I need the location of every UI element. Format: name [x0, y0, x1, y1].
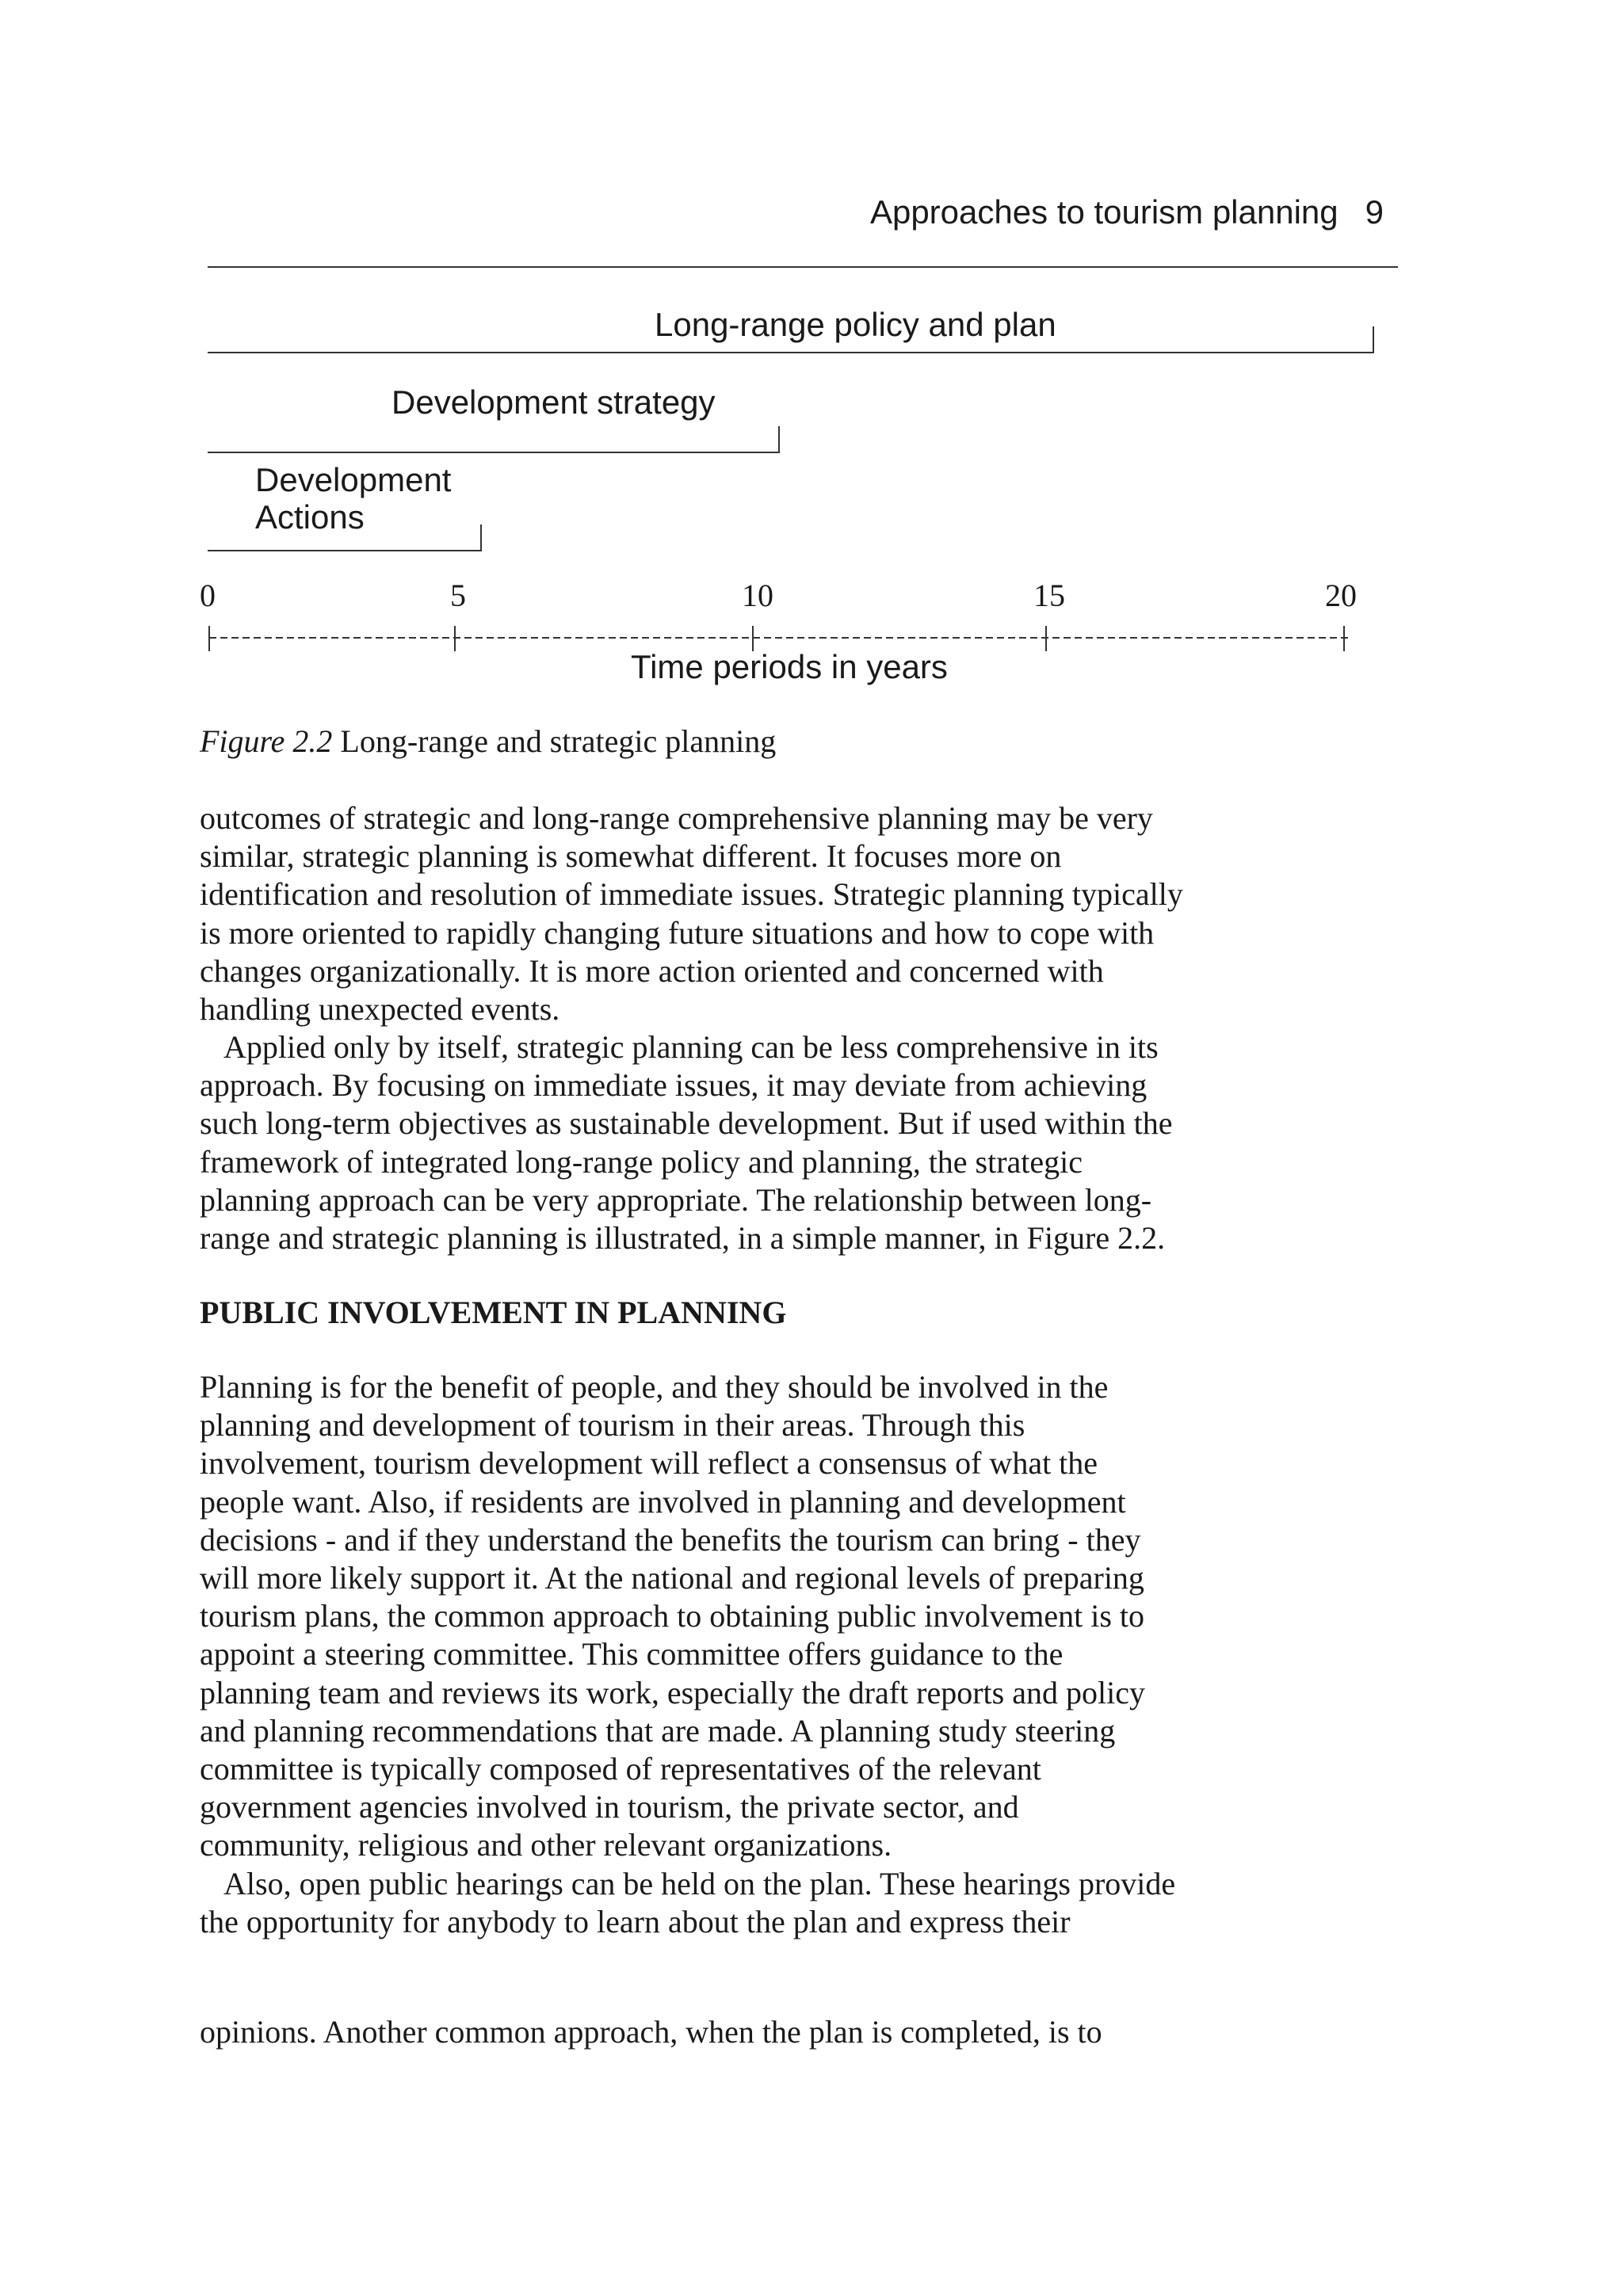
axis-title: Time periods in years: [631, 648, 948, 685]
running-head-title: Approaches to tourism planning: [869, 193, 1338, 231]
long-range-bar-line: [208, 352, 1374, 353]
paragraph-3-line: community, religious and other relevant organizations.: [200, 1827, 892, 1863]
strategy-bar-label: Development strategy: [391, 383, 716, 421]
actions-bar-label-line1: Development: [255, 461, 452, 498]
paragraph-3-line: planning team and reviews its work, especially the draft reports and policy: [200, 1674, 1145, 1711]
paragraph-2-line: range and strategic planning is illustrated, in a simple manner, in Figure 2.2.: [200, 1220, 1166, 1257]
running-head: [870, 193, 1384, 231]
paragraph-3-line: government agencies involved in tourism, the private sector, and: [200, 1789, 1019, 1825]
paragraph-5: [200, 2013, 1436, 2051]
actions-bar-line: [208, 550, 482, 551]
strategy-bar-line: [208, 452, 780, 453]
paragraph-2: [200, 1028, 1436, 1257]
long-range-bar-end: [1373, 326, 1374, 353]
paragraph-1: [200, 799, 1436, 1028]
figure-caption-number: Figure 2.2: [200, 723, 333, 759]
axis-tick-label-5: 5: [450, 578, 466, 613]
paragraph-1-line: handling unexpected events.: [200, 991, 560, 1028]
axis-tick-label-20: 20: [1325, 578, 1357, 613]
paragraph-3-line: decisions - and if they understand the benefits the tourism can bring - they: [200, 1521, 1141, 1558]
paragraph-3: [200, 1368, 1436, 1865]
paragraph-3-line: tourism plans, the common approach to obtaining public involvement is to: [200, 1598, 1145, 1634]
paragraph-2-line: framework of integrated long-range policy and planning, the strategic: [200, 1143, 1083, 1180]
actions-bar-label-line2: Actions: [255, 498, 365, 536]
actions-bar-end: [480, 524, 482, 551]
paragraph-1-line: changes organizationally. It is more action oriented and concerned with: [200, 952, 1104, 989]
axis-tick-label-10: 10: [742, 578, 773, 613]
paragraph-4-line: Also, open public hearings can be held on the plan. These hearings provide: [223, 1866, 1176, 1901]
header-rule: [208, 266, 1398, 268]
figure-caption-text: Long-range and strategic planning: [332, 723, 777, 759]
paragraph-3-line: Planning is for the benefit of people, and they should be involved in the: [200, 1369, 1109, 1405]
paragraph-1-line: identification and resolution of immediate issues. Strategic planning typically: [200, 876, 1183, 913]
page-number: 9: [1365, 193, 1384, 231]
paragraph-3-line: and planning recommendations that are made. A planning study steering: [200, 1712, 1116, 1749]
paragraph-4-line: the opportunity for anybody to learn about the plan and express their: [200, 1904, 1071, 1940]
paragraph-3-line: committee is typically composed of representatives of the relevant: [200, 1751, 1041, 1787]
paragraph-3-line: will more likely support it. At the national and regional levels of preparing: [200, 1560, 1144, 1596]
paragraph-3-line: appoint a steering committee. This committee offers guidance to the: [200, 1636, 1064, 1672]
paragraph-2-line: approach. By focusing on immediate issues, it may deviate from achieving: [200, 1067, 1148, 1104]
paragraph-3-line: planning and development of tourism in their areas. Through this: [200, 1407, 1025, 1444]
paragraph-2-line: Applied only by itself, strategic planning can be less comprehensive in its: [223, 1029, 1159, 1065]
paragraph-5-line: opinions. Another common approach, when the plan is completed, is to: [200, 2014, 1102, 2050]
long-range-bar-label: Long-range policy and plan: [655, 306, 1056, 343]
paragraph-4: [200, 1865, 1436, 1941]
axis-tick-label-15: 15: [1033, 578, 1065, 613]
section-heading: PUBLIC INVOLVEMENT IN PLANNING: [200, 1295, 787, 1330]
axis-tick-label-0: 0: [200, 578, 216, 613]
strategy-bar-end: [778, 426, 780, 452]
paragraph-2-line: such long-term objectives as sustainable development. But if used within the: [200, 1105, 1173, 1142]
figure-caption: [200, 723, 776, 760]
paragraph-1-line: is more oriented to rapidly changing future situations and how to cope with: [200, 914, 1155, 951]
paragraph-2-line: planning approach can be very appropriate. The relationship between long-: [200, 1181, 1152, 1218]
paragraph-3-line: people want. Also, if residents are involved in planning and development: [200, 1483, 1126, 1520]
paragraph-1-line: outcomes of strategic and long-range comprehensive planning may be very: [200, 800, 1153, 836]
paragraph-1-line: similar, strategic planning is somewhat different. It focuses more on: [200, 838, 1062, 875]
paragraph-3-line: involvement, tourism development will reflect a consensus of what the: [200, 1445, 1098, 1482]
